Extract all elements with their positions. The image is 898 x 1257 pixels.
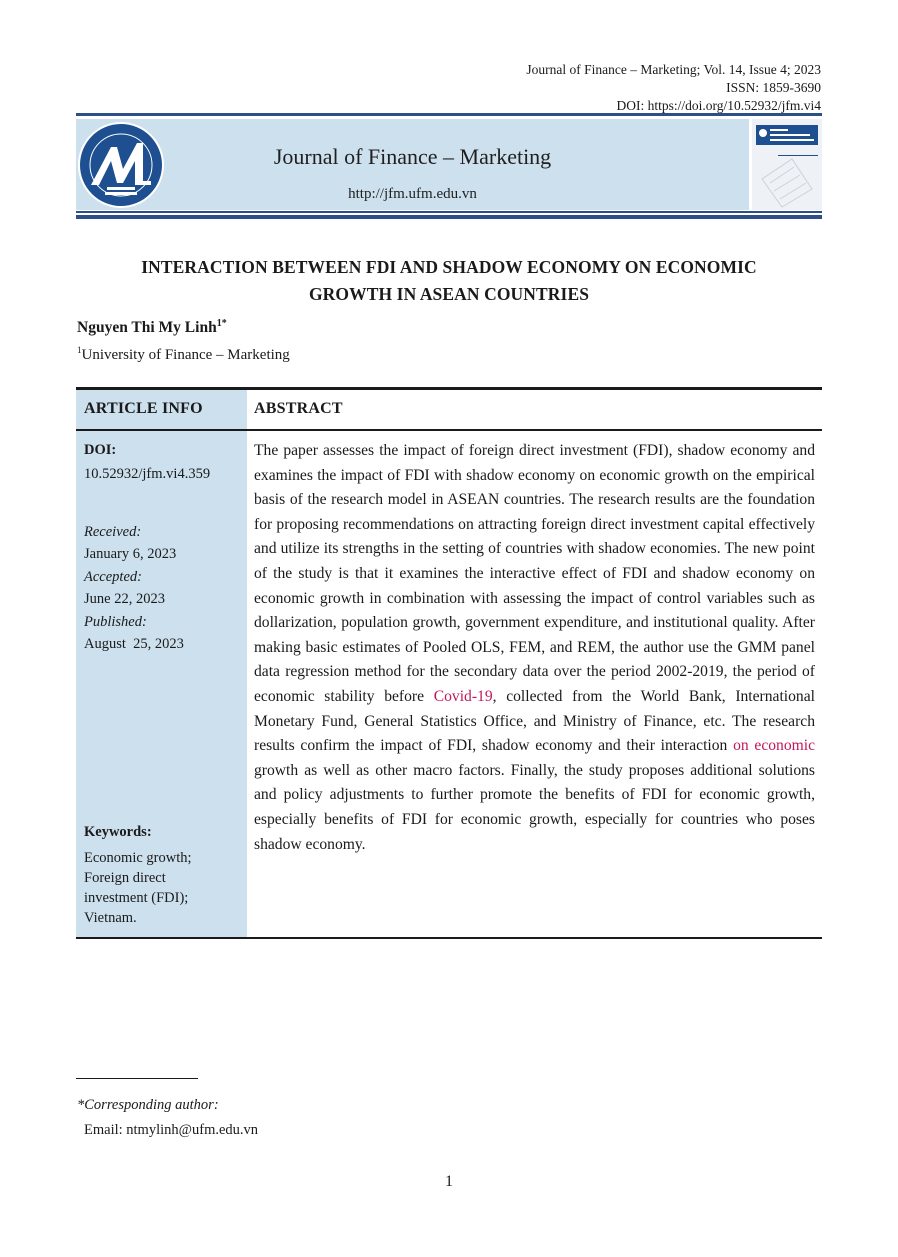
published-value: August 25, 2023: [84, 636, 184, 652]
keyword-item: Foreign direct: [84, 870, 166, 886]
author-superscript: 1*: [216, 318, 227, 329]
keyword-item: investment (FDI);: [84, 890, 189, 906]
author-name-text: Nguyen Thi My Linh: [77, 319, 217, 337]
banner-top-rule: [76, 113, 822, 116]
received-value: January 6, 2023: [84, 546, 177, 562]
corresponding-author-email[interactable]: Email: ntmylinh@ufm.edu.vn: [84, 1122, 259, 1138]
dates-block: [84, 522, 184, 655]
abstract-text: The paper assesses the impact of foreign direct investment (FDI), shadow economy and examines the impact of FDI with shadow economy on economic growth on the empirical basis of the research model in ASEAN countries. The research results are the foundation for proposing recommendations on attracting foreign direct investment capital effectively and utilize its strengths in the setting of countries with shadow economies. The new point of the study is that it examines the interactive effect of FDI and shadow economy on economic growth in combination with assessing the impact of control variables such as dollarization, population growth, government expenditure, and institutional quality. After making basic estimates of Pooled OLS, FEM, and REM, the author use the GMM panel data regression method for the secondary data over the period 2002-2019, the period of economic stability before: [254, 442, 815, 705]
keywords-label: Keywords:: [84, 824, 152, 840]
paper-title: [76, 254, 822, 308]
keywords-list: [84, 848, 192, 928]
abstract-text: , collected from the World Bank, International Monetary Fund, General Statistics Office, and Ministry of Finance, etc. The research results confirm the impact of FDI, shadow economy and their interaction: [254, 687, 815, 755]
journal-doi: DOI: https://doi.org/10.52932/jfm.vi4: [616, 98, 821, 113]
abstract-highlight-covid: Covid-19: [433, 687, 493, 705]
accepted-value: June 22, 2023: [84, 591, 165, 607]
paper-title-line-1: INTERACTION BETWEEN FDI AND SHADOW ECONOMY ON ECONOMIC: [141, 257, 757, 277]
banner-bottom-rule-thin: [76, 211, 822, 213]
affiliation-superscript: 1: [77, 345, 82, 355]
footnote-rule: [76, 1078, 198, 1079]
abstract-header: ABSTRACT: [254, 400, 343, 417]
journal-title: Journal of Finance – Marketing: [273, 144, 552, 169]
published-label: Published:: [84, 614, 147, 630]
journal-url[interactable]: http://jfm.ufm.edu.vn: [348, 186, 477, 202]
table-bottom-rule: [76, 937, 822, 939]
accepted-label: Accepted:: [84, 569, 142, 585]
journal-citation: Journal of Finance – Marketing; Vol. 14, Issue 4; 2023: [526, 62, 821, 77]
article-info-header: ARTICLE INFO: [84, 400, 203, 417]
doi-value[interactable]: 10.52932/jfm.vi4.359: [84, 466, 211, 482]
author-name: [77, 318, 227, 337]
affiliation-text: University of Finance – Marketing: [81, 347, 290, 363]
paper-title-line-2: GROWTH IN ASEAN COUNTRIES: [308, 284, 590, 304]
page-number: 1: [445, 1173, 453, 1190]
running-head: [526, 61, 821, 115]
received-label: Received:: [84, 524, 142, 540]
abstract-text: growth as well as other macro factors. Finally, the study proposes additional solutions and policy adjustments to further promote the benefits of FDI for economic growth, especially benefits of FDI for economic growth, especially for countries who poses shadow economy.: [254, 761, 815, 853]
author-affiliation: [77, 345, 290, 364]
table-header-rule: [76, 429, 822, 431]
journal-cover-thumbnail-icon: [752, 119, 822, 210]
abstract-body: [254, 439, 815, 857]
keyword-item: Economic growth;: [84, 850, 192, 866]
issn: ISSN: 1859-3690: [726, 80, 821, 95]
journal-banner: [76, 119, 822, 210]
abstract-highlight-on-economic: on economic: [733, 737, 816, 755]
keyword-item: Vietnam.: [84, 910, 137, 926]
corresponding-author-label: *Corresponding author:: [77, 1097, 219, 1113]
banner-bottom-rule-thick: [76, 215, 822, 219]
keywords-block: [84, 822, 192, 928]
doi-block: [84, 440, 210, 485]
doi-label: DOI:: [84, 442, 117, 458]
